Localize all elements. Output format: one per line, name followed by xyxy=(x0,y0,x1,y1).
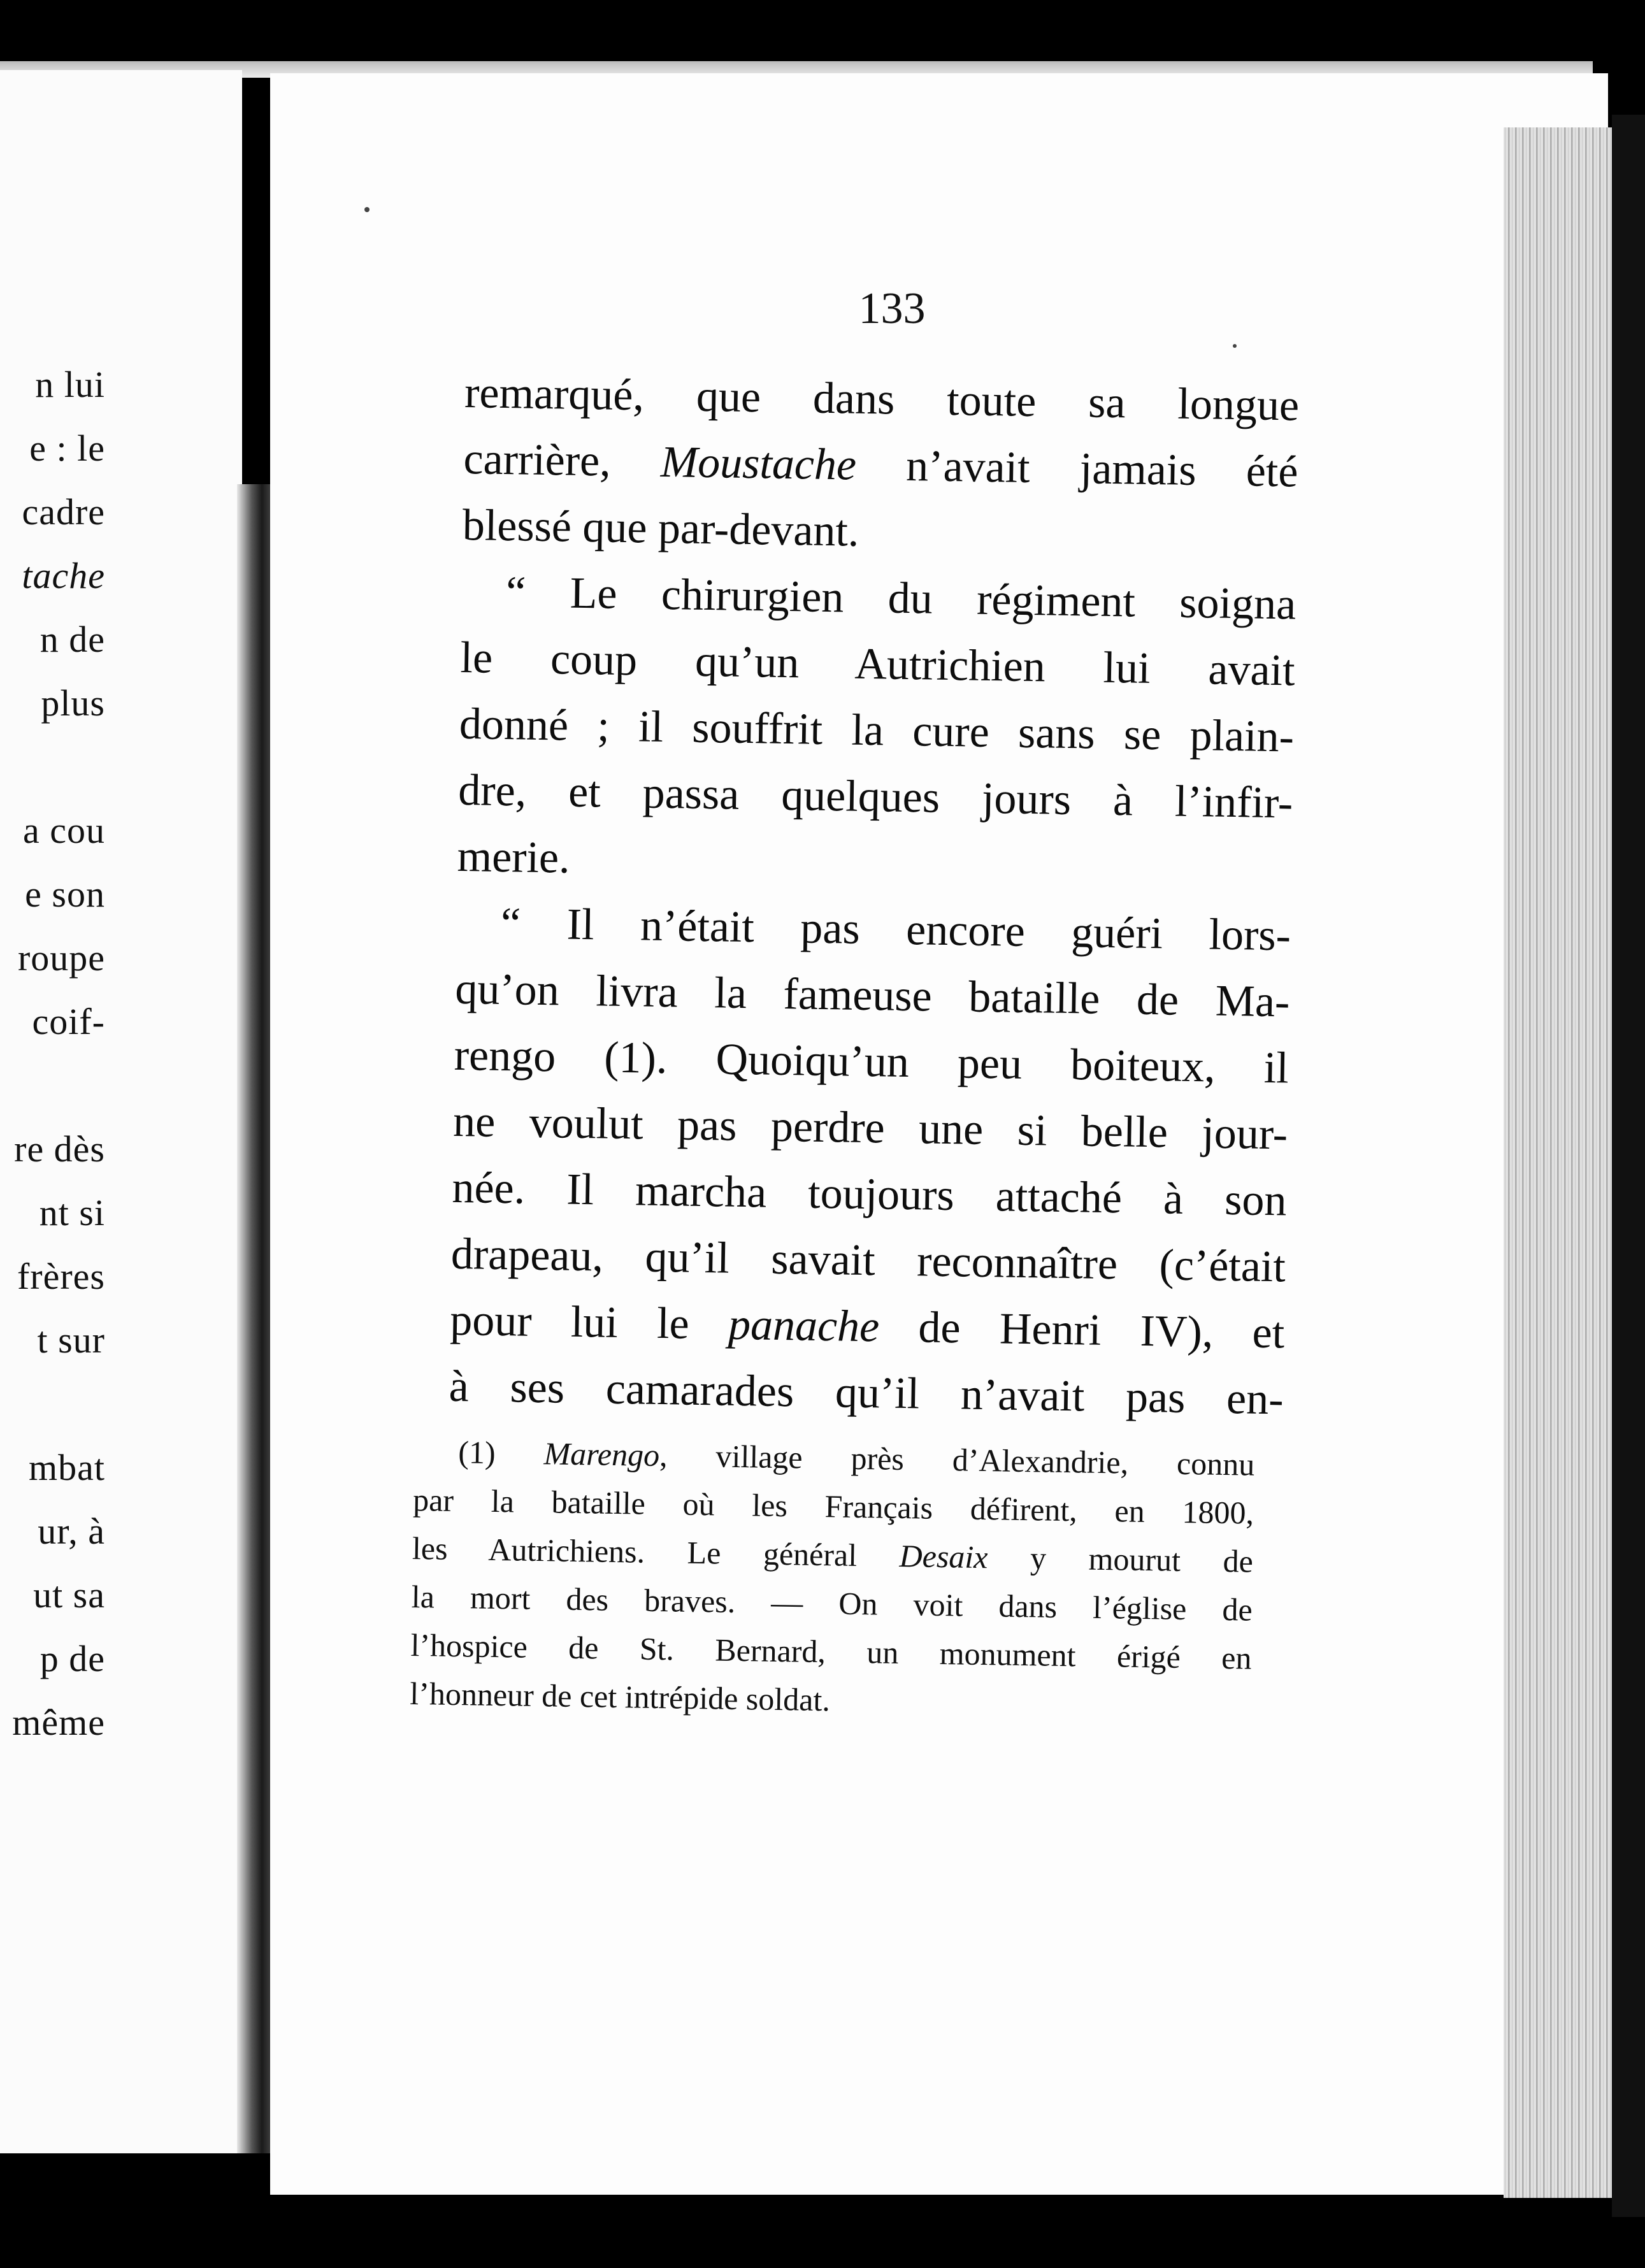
text-line: “ Il n’était pas encore guéri lors- xyxy=(500,898,1291,961)
text-line: le coup qu’un Autrichien lui avait xyxy=(460,633,1296,696)
footnote-line: l’hospice de St. Bernard, un monument érigé en xyxy=(410,1626,1252,1676)
left-facing-page xyxy=(0,70,242,2153)
italic-name: Desaix xyxy=(899,1537,988,1575)
left-fragment: ur, à xyxy=(38,1511,105,1552)
text-line: carrière, Moustache n’avait jamais été xyxy=(463,434,1298,497)
left-fragment: a cou xyxy=(23,810,105,851)
footnote-line: par la bataille où les Français défirent, en 1800, xyxy=(412,1481,1254,1531)
left-fragment: e son xyxy=(25,873,105,915)
footnote-line: la mort des braves. — On voit dans l’église de xyxy=(411,1578,1253,1628)
book-gutter xyxy=(237,484,270,2153)
footnote-line: les Autrichiens. Le général Desaix y mourut de xyxy=(412,1530,1254,1579)
footnote-line: (1) Marengo, village près d’Alexandrie, connu xyxy=(457,1434,1255,1482)
text-line: à ses camarades qu’il n’avait pas en- xyxy=(449,1361,1284,1425)
left-fragment: n lui xyxy=(35,364,105,405)
text-line: donné ; il souffrit la cure sans se plain- xyxy=(459,699,1295,762)
text-line: pour lui le panache de Henri IV), et xyxy=(449,1295,1285,1358)
footnote xyxy=(410,1427,1255,1731)
cover-edge xyxy=(1612,115,1645,2217)
left-fragment: coif- xyxy=(32,1001,105,1042)
left-fragment: cadre xyxy=(22,491,105,533)
italic-place: Marengo xyxy=(543,1435,660,1474)
left-fragment: re dès xyxy=(14,1128,105,1170)
text-line: remarqué, que dans toute sa longue xyxy=(464,368,1300,431)
left-fragment: p de xyxy=(40,1638,105,1679)
left-fragment: même xyxy=(12,1702,105,1743)
text-line: “ Le chirurgien du régiment soigna xyxy=(505,568,1297,629)
page-number: 133 xyxy=(858,284,926,333)
left-fragment: n de xyxy=(40,619,105,660)
text-line: drapeau, qu’il savait reconnaître (c’était xyxy=(450,1229,1286,1292)
left-fragment: ut sa xyxy=(33,1574,105,1616)
left-fragment: roupe xyxy=(17,937,105,979)
italic-name: Moustache xyxy=(660,437,857,490)
body-text xyxy=(449,360,1300,1433)
left-fragment: tache xyxy=(22,555,105,596)
text-line: rengo (1). Quoiqu’un peu boiteux, il xyxy=(454,1030,1289,1093)
text-line: blessé que par-devant. xyxy=(462,500,859,556)
paper-speck xyxy=(364,207,370,212)
text-line: dre, et passa quelques jours à l’infir- xyxy=(457,765,1293,828)
text-line: née. Il marcha toujours attaché à son xyxy=(451,1163,1288,1226)
left-fragment: nt si xyxy=(39,1192,105,1233)
left-fragment: e : le xyxy=(29,427,105,469)
left-fragment: frères xyxy=(17,1256,105,1297)
paper-speck xyxy=(1233,344,1237,348)
left-fragment: plus xyxy=(41,682,105,724)
footnote-line: l’honneur de cet intrépide soldat. xyxy=(409,1675,831,1718)
left-fragment: mbat xyxy=(29,1447,105,1488)
left-fragment: t sur xyxy=(37,1319,105,1361)
text-line: qu’on livra la fameuse bataille de Ma- xyxy=(454,964,1290,1027)
italic-word: panache xyxy=(728,1300,880,1352)
text-line: ne voulut pas perdre une si belle jour- xyxy=(452,1096,1288,1159)
text-line: merie. xyxy=(457,831,571,883)
